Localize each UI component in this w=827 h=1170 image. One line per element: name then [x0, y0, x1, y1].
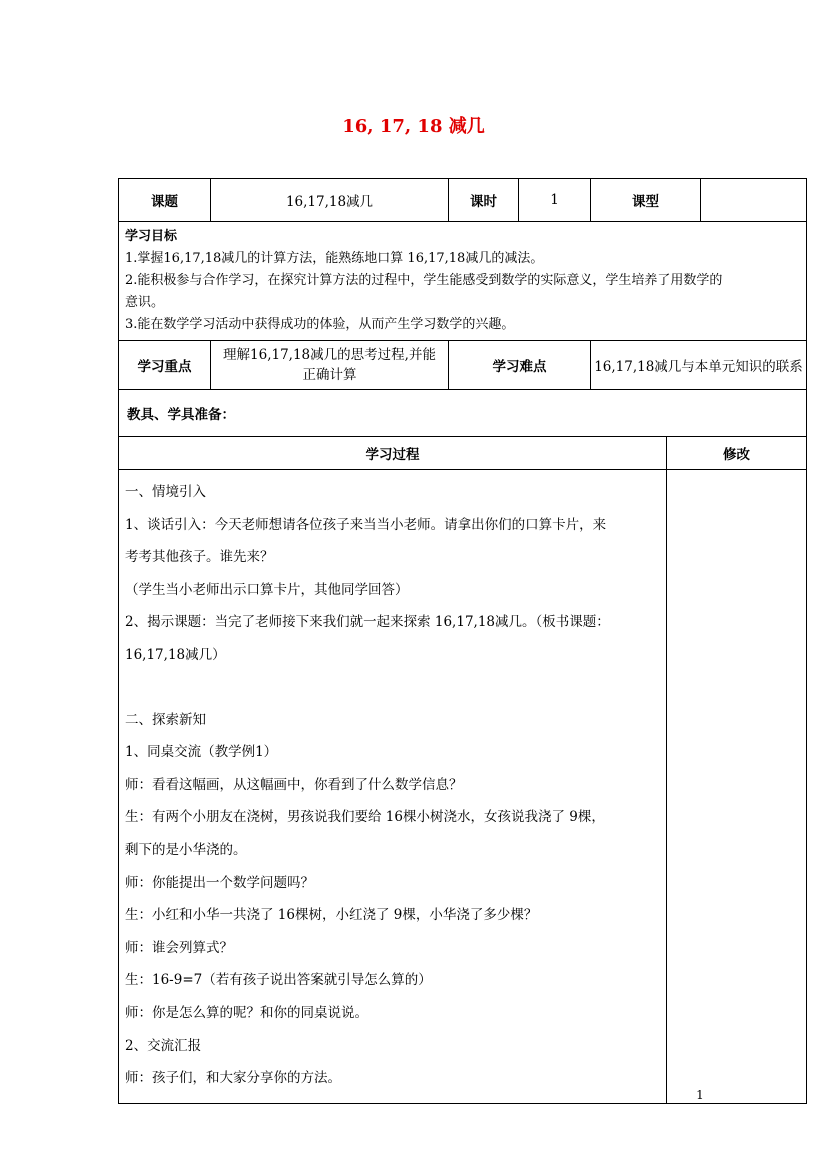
goals-row — [119, 222, 807, 341]
process-line: 生：小红和小华一共浇了 16棵树，小红浇了 9棵，小华浇了多少棵？ — [125, 907, 538, 924]
goal-line: 意识。 — [125, 295, 165, 310]
key-difficulty-row — [119, 341, 807, 390]
process-line: （学生当小老师出示口算卡片，其他同学回答） — [125, 581, 409, 598]
process-line: 师：你能提出一个数学问题吗？ — [125, 874, 314, 891]
topic-label: 课题 — [119, 179, 211, 222]
page-number: 1 — [696, 1088, 704, 1102]
key-value-line: 理解16,17,18减几的思考过程,并能 — [223, 347, 436, 363]
document-title: 16, 17, 18 减几 — [342, 116, 485, 137]
difficulty-label: 学习难点 — [449, 341, 591, 390]
type-value — [701, 179, 807, 222]
process-line: 生：16-9=7（若有孩子说出答案就引导怎么算的） — [125, 972, 432, 989]
key-label: 学习重点 — [119, 341, 211, 390]
process-line: 1、同桌交流（教学例1） — [125, 744, 278, 761]
process-line: 1、谈话引入：今天老师想请各位孩子来当当小老师。请拿出你们的口算卡片，来 — [125, 516, 607, 533]
process-line: 剩下的是小华浇的。 — [125, 841, 247, 858]
revise-label: 修改 — [667, 437, 807, 470]
process-content — [119, 470, 667, 1104]
process-label: 学习过程 — [119, 437, 667, 470]
process-line: 师：你是怎么算的呢？和你的同桌说说。 — [125, 1004, 368, 1021]
process-body-row — [119, 470, 807, 1104]
process-line: 师：看看这幅画，从这幅画中，你看到了什么数学信息？ — [125, 776, 463, 793]
difficulty-value: 16,17,18减几与本单元知识的联系 — [591, 341, 807, 390]
goals-heading: 学习目标 — [125, 229, 178, 244]
process-line: 2、揭示课题：当完了老师接下来我们就一起来探索 16,17,18减几。（板书课题： — [125, 614, 610, 631]
hours-label: 课时 — [449, 179, 519, 222]
hours-value: 1 — [519, 179, 591, 222]
process-line: 2、交流汇报 — [125, 1037, 202, 1054]
process-line: 一、情境引入 — [125, 484, 206, 500]
process-line: 师：谁会列算式？ — [125, 939, 233, 956]
topic-value: 16,17,18减几 — [211, 179, 449, 222]
header-row — [119, 179, 807, 222]
process-line: 16,17,18减几） — [125, 646, 226, 663]
learning-goals — [119, 222, 807, 341]
type-label: 课型 — [591, 179, 701, 222]
prep-row — [119, 390, 807, 437]
goal-line: 1.掌握16,17,18减几的计算方法，能熟练地口算 16,17,18减几的减法。 — [125, 251, 544, 266]
goal-line: 3.能在数学学习活动中获得成功的体验，从而产生学习数学的兴趣。 — [125, 317, 515, 332]
key-value-line: 正确计算 — [302, 367, 357, 383]
revise-content — [667, 470, 807, 1104]
key-value — [211, 341, 449, 390]
process-header-row — [119, 437, 807, 470]
process-line: 二、探索新知 — [125, 711, 206, 728]
process-line: 考考其他孩子。谁先来？ — [125, 549, 274, 566]
process-line: 师：孩子们，和大家分享你的方法。 — [125, 1070, 341, 1087]
process-line: 生：有两个小朋友在浇树，男孩说我们要给 16棵小树浇水，女孩说我浇了 9棵， — [125, 809, 605, 826]
lesson-plan-table — [118, 178, 807, 1104]
prep-label: 教具、学具准备： — [119, 390, 807, 437]
goal-line: 2.能积极参与合作学习，在探究计算方法的过程中，学生能感受到数学的实际意义，学生培养了用数学的 — [125, 273, 723, 288]
blank-line — [125, 672, 658, 704]
